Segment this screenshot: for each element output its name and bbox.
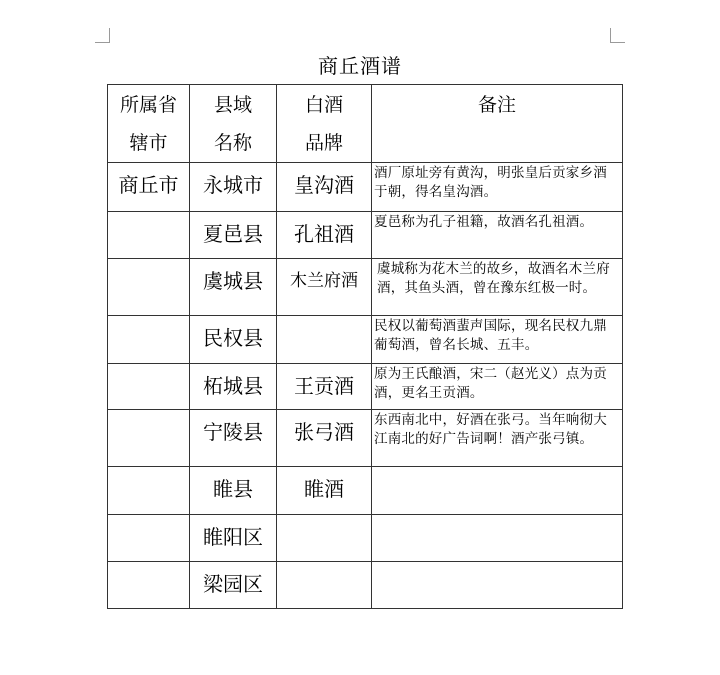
cell-brand: 张弓酒 — [277, 410, 372, 467]
table-row — [108, 364, 623, 410]
cell-note — [372, 467, 623, 515]
table-row — [108, 467, 623, 515]
cell-county: 宁陵县 — [190, 410, 277, 467]
cell-brand — [277, 316, 372, 364]
cell-county: 睢阳区 — [190, 515, 277, 562]
header-note: 备注 — [372, 85, 623, 163]
header-brand-line1: 白酒 — [304, 94, 343, 116]
cell-city — [108, 410, 190, 467]
cell-brand: 木兰府酒 — [277, 259, 372, 316]
cell-brand: 皇沟酒 — [277, 163, 372, 212]
cell-city — [108, 316, 190, 364]
cell-city — [108, 562, 190, 609]
cell-brand: 睢酒 — [277, 467, 372, 515]
cell-brand: 王贡酒 — [277, 364, 372, 410]
table-row — [108, 316, 623, 364]
header-city-line2: 辖市 — [129, 132, 168, 154]
cell-city — [108, 259, 190, 316]
cell-city — [108, 515, 190, 562]
page-corner-mark-right — [610, 28, 625, 43]
cell-note — [372, 562, 623, 609]
cell-note: 夏邑称为孔子祖籍，故酒名孔祖酒。 — [372, 212, 623, 259]
table-row — [108, 410, 623, 467]
document-title: 商丘酒谱 — [318, 54, 402, 78]
cell-note: 原为王氏酿酒，宋二（赵光义）点为贡酒，更名王贡酒。 — [372, 364, 623, 410]
header-city-line1: 所属省 — [119, 94, 177, 116]
cell-county: 民权县 — [190, 316, 277, 364]
cell-note: 民权以葡萄酒蜚声国际，现名民权九鼎葡萄酒，曾名长城、五丰。 — [372, 316, 623, 364]
page-corner-mark-left — [95, 28, 110, 43]
header-county — [190, 85, 277, 163]
cell-city — [108, 467, 190, 515]
cell-brand — [277, 562, 372, 609]
cell-county: 柘城县 — [190, 364, 277, 410]
header-county-line2: 名称 — [213, 132, 252, 154]
cell-county: 永城市 — [190, 163, 277, 212]
cell-note — [372, 515, 623, 562]
cell-county: 睢县 — [190, 467, 277, 515]
cell-city: 商丘市 — [108, 163, 190, 212]
cell-county: 虞城县 — [190, 259, 277, 316]
cell-brand: 孔祖酒 — [277, 212, 372, 259]
table-row — [108, 212, 623, 259]
header-brand — [277, 85, 372, 163]
table-header-row — [108, 85, 623, 163]
cell-county: 梁园区 — [190, 562, 277, 609]
table-row — [108, 515, 623, 562]
table-row — [108, 562, 623, 609]
cell-note: 虞城称为花木兰的故乡，故酒名木兰府酒，其鱼头酒，曾在豫东红极一时。 — [372, 259, 623, 316]
cell-city — [108, 364, 190, 410]
cell-city — [108, 212, 190, 259]
table-row — [108, 259, 623, 316]
header-county-line1: 县域 — [213, 94, 252, 116]
cell-county: 夏邑县 — [190, 212, 277, 259]
table-row — [108, 163, 623, 212]
header-city — [108, 85, 190, 163]
header-brand-line2: 品牌 — [304, 132, 343, 154]
cell-brand — [277, 515, 372, 562]
cell-note: 东西南北中，好酒在张弓。当年响彻大江南北的好广告词啊！酒产张弓镇。 — [372, 410, 623, 467]
cell-note: 酒厂原址旁有黄沟，明张皇后贡家乡酒于朝，得名皇沟酒。 — [372, 163, 623, 212]
liquor-table — [107, 84, 623, 609]
